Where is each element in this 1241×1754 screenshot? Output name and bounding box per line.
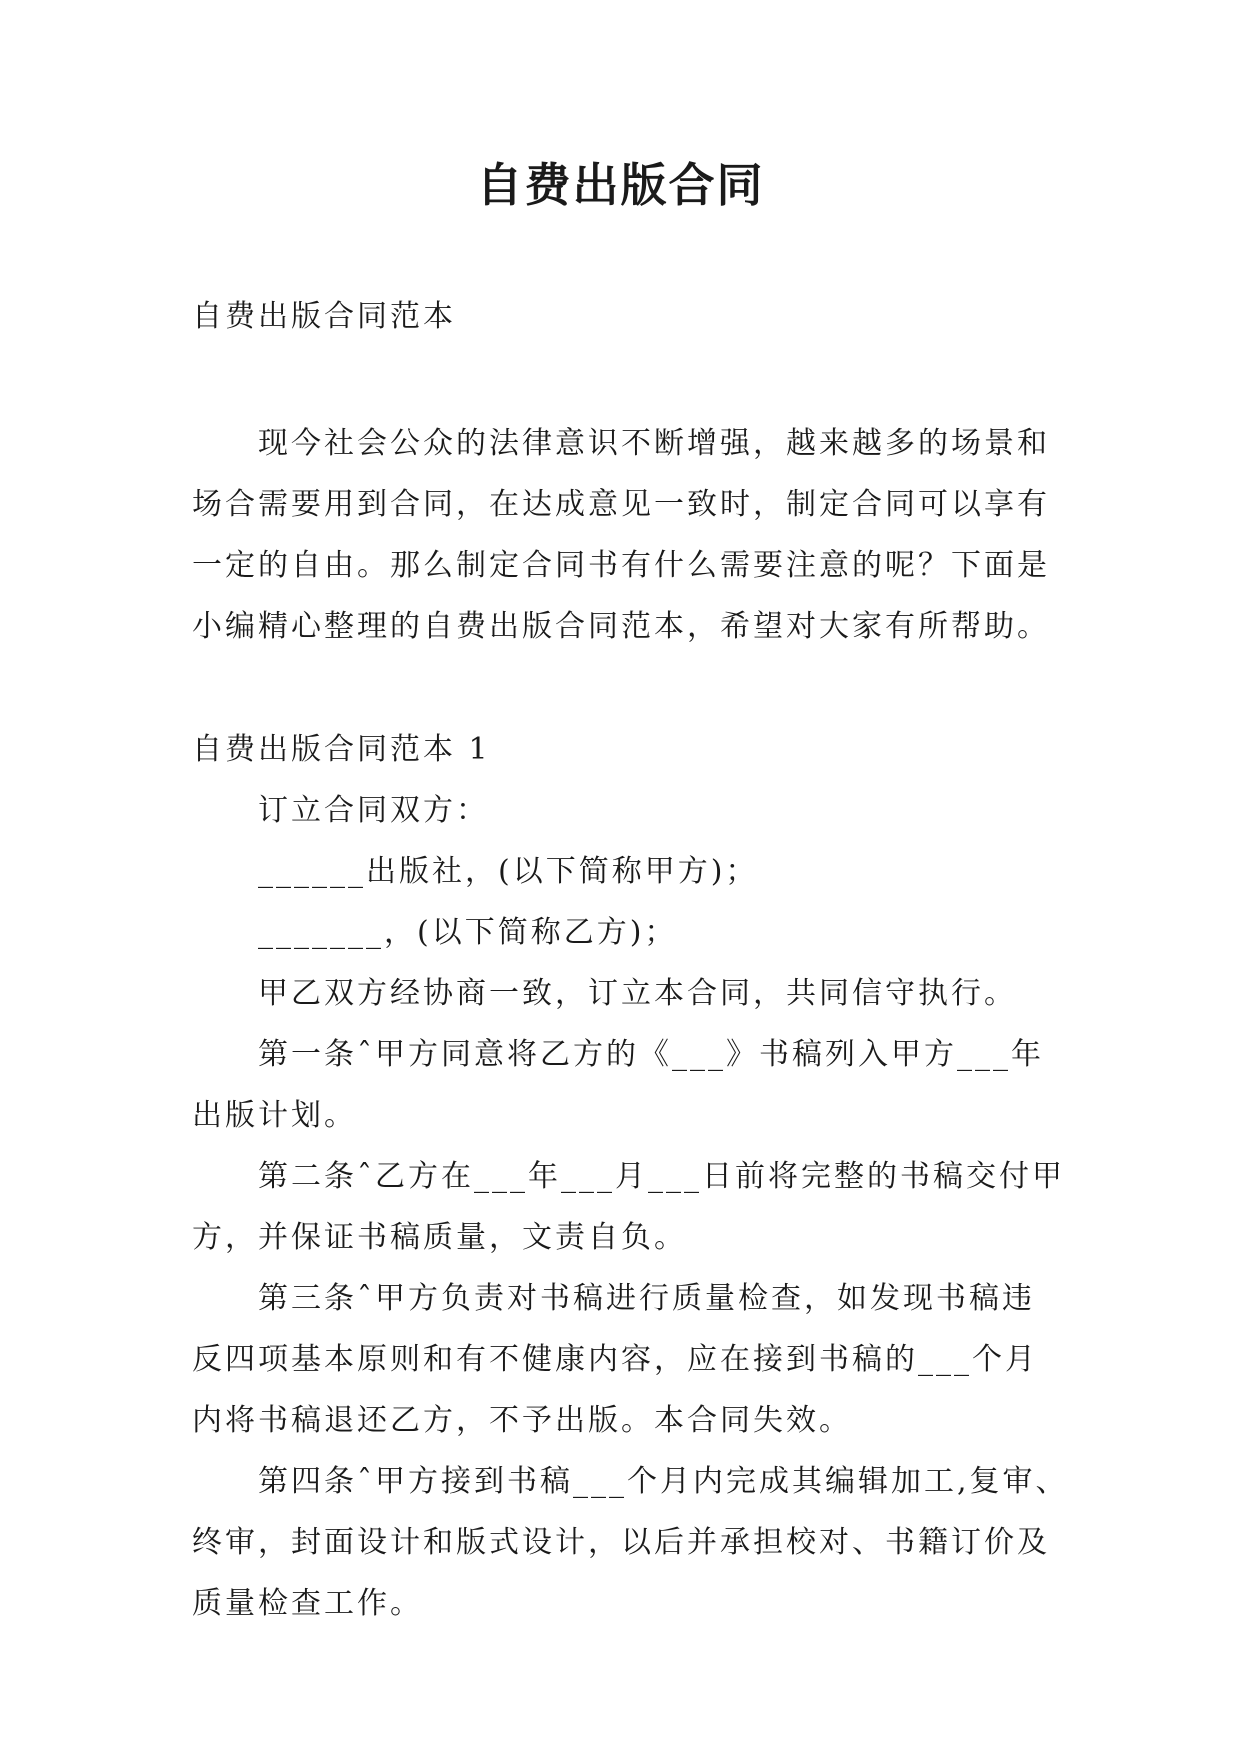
- party-a-line: ______出版社，(以下简称甲方)；: [258, 854, 759, 889]
- article-line: 内将书稿退还乙方，不予出版。本合同失效。: [192, 1403, 852, 1438]
- intro-line: 现今社会公众的法律意识不断增强，越来越多的场景和: [258, 426, 1050, 461]
- party-b-line: _______，(以下简称乙方)；: [258, 915, 678, 950]
- intro-paragraph: [192, 413, 1052, 657]
- article-3: [192, 1268, 1052, 1451]
- article-line: 终审，封面设计和版式设计，以后并承担校对、书籍订价及: [192, 1525, 1050, 1560]
- intro-line: 场合需要用到合同，在达成意见一致时，制定合同可以享有: [192, 487, 1050, 522]
- article-line: 质量检查工作。: [192, 1586, 423, 1621]
- intro-line: 一定的自由。那么制定合同书有什么需要注意的呢？下面是: [192, 548, 1050, 583]
- article-line: 反四项基本原则和有不健康内容，应在接到书稿的___个月: [192, 1342, 1038, 1377]
- article-2: [192, 1146, 1065, 1268]
- article-line: 方，并保证书稿质量，文责自负。: [192, 1220, 687, 1255]
- article-line: 第一条ˆ甲方同意将乙方的《___》书稿列入甲方___年: [258, 1037, 1044, 1072]
- intro-line: 小编精心整理的自费出版合同范本，希望对大家有所帮助。: [192, 609, 1050, 644]
- parties-label: 订立合同双方：: [258, 793, 489, 828]
- article-line: 第四条ˆ甲方接到书稿___个月内完成其编辑加工,复审、: [258, 1464, 1069, 1499]
- article-4: [192, 1451, 1069, 1634]
- document-body: [192, 286, 1069, 1634]
- article-1: [192, 1024, 1052, 1146]
- document-title: 自费出版合同: [476, 158, 765, 212]
- section-heading: 自费出版合同范本 1: [192, 732, 491, 767]
- agreement-line: 甲乙双方经协商一致，订立本合同，共同信守执行。: [258, 976, 1017, 1011]
- article-line: 出版计划。: [192, 1098, 357, 1133]
- document-subtitle: 自费出版合同范本: [192, 299, 456, 334]
- article-line: 第二条ˆ乙方在___年___月___日前将完整的书稿交付甲: [258, 1159, 1065, 1194]
- article-line: 第三条ˆ甲方负责对书稿进行质量检查，如发现书稿违: [258, 1281, 1035, 1316]
